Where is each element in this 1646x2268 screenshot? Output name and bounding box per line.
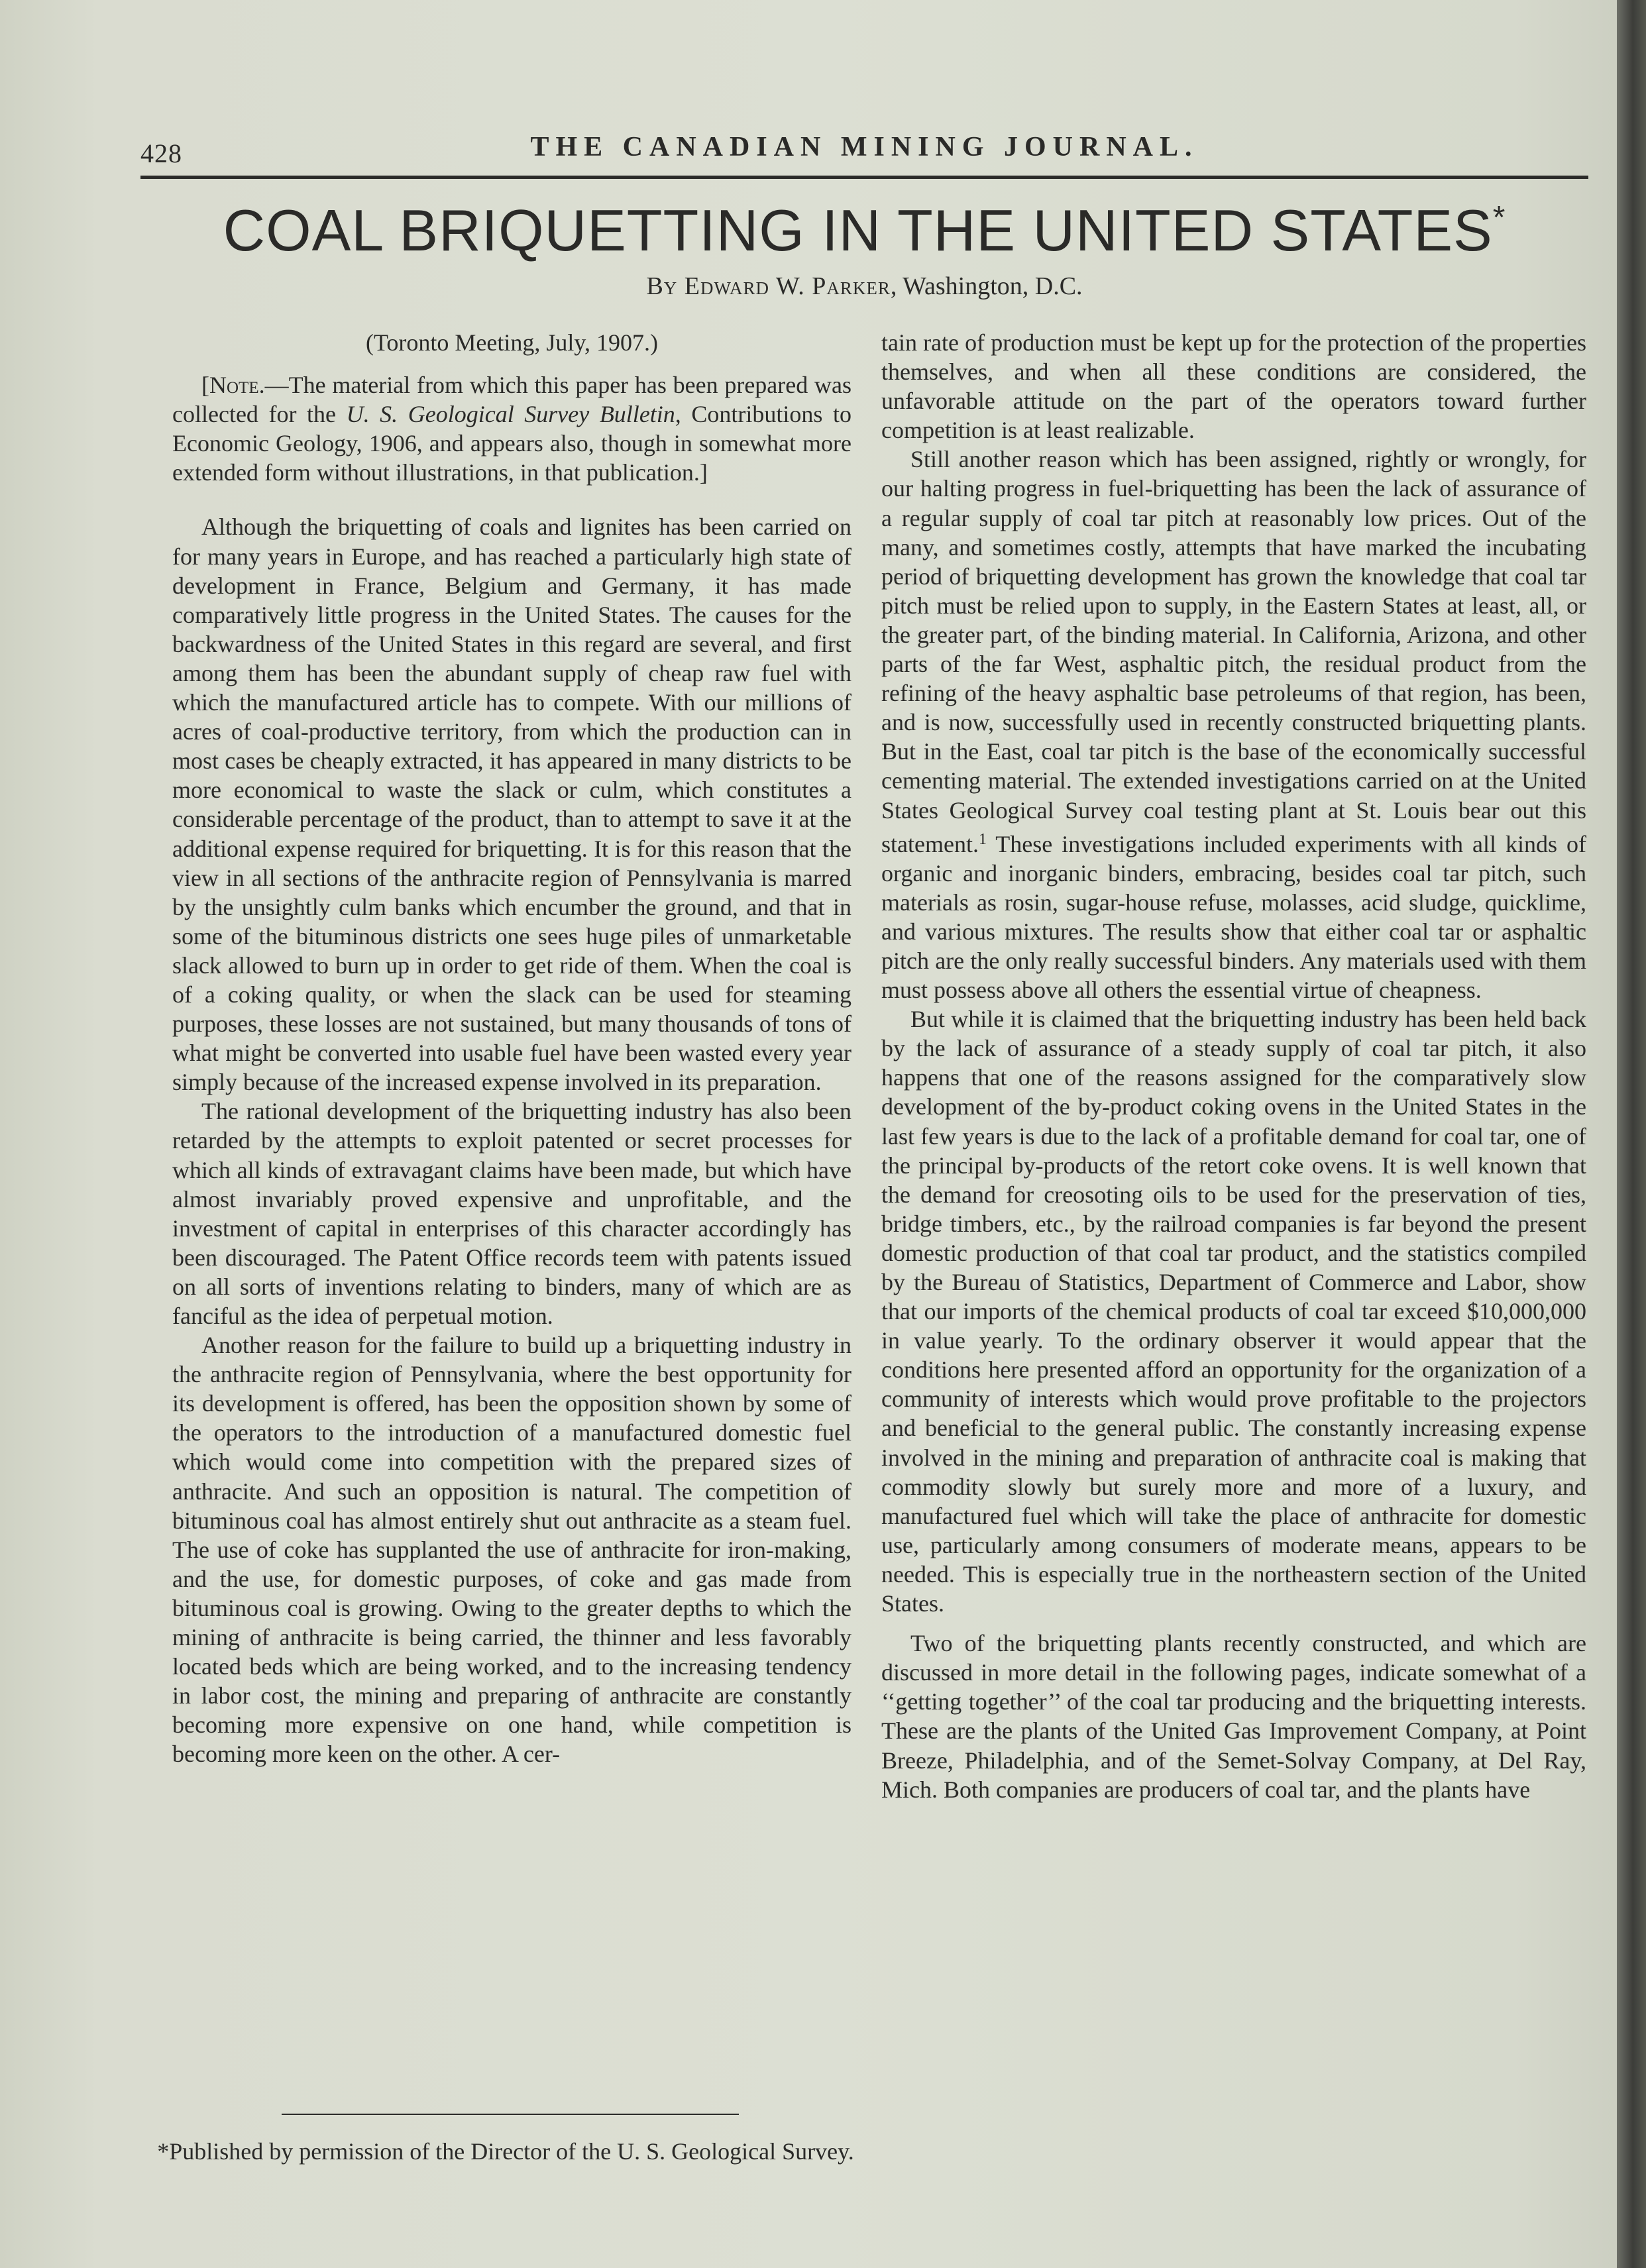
body-paragraph: Two of the briquetting plants recently constructed, and which are discussed in more detail in the following pages, indicate somewhat of a ‘‘getting together’’ of the coal tar producing and the briquetting interests. These are the plants of the United Gas Improvement Company, at Point Breeze, Philadelphia, and of the Semet-Solvay Company, at Del Ray, Mich. Both companies are producers of coal tar, and the plants have xyxy=(881,1630,1586,1803)
author-location: , Washington, D.C. xyxy=(890,272,1083,300)
page-number: 428 xyxy=(140,138,182,168)
note-text-1: .—The material from which this paper has been prepared was collected for the xyxy=(172,372,851,428)
body-paragraph: tain rate of production must be kept up for the protection of the properties themselves, and when all these conditions are considered, the unfavorable attitude on the part of the operators toward further competition is at least realizable. xyxy=(881,329,1586,444)
left-column xyxy=(172,328,851,1769)
footnote-reference: 1 xyxy=(978,830,987,848)
editor-note xyxy=(172,370,851,487)
journal-title: THE CANADIAN MINING JOURNAL. xyxy=(530,132,1199,162)
byline-prefix: By xyxy=(646,272,685,300)
page-header xyxy=(140,131,1588,178)
title-footnote-mark: * xyxy=(1492,200,1506,235)
body-paragraph: Although the briquetting of coals and lignites has been carried on for many years in Europe, and has reached a particularly high state of development in France, Belgium and Germany, it has made comparatively little progress in the United States. The causes for the backwardness of the United States in this regard are several, and first among them has been the abundant supply of cheap raw fuel with which the manufactured article has to compete. With our millions of acres of coal-productive territory, from which the production can in most cases be cheaply extracted, it has appeared in many districts to be more economical to waste the slack or culm, which constitutes a considerable percentage of the product, than to attempt to save it at the additional expense required for briquetting. It is for this reason that the view in all sections of the anthracite region of Pennsylvania is marred by the unsightly culm banks which encumber the ground, and that in some of the bituminous districts one sees huge piles of unmarketable slack allowed to burn up in order to get ride of them. When the coal is of a coking quality, or when the slack can be used for steaming purposes, these losses are not sustained, but many thousands of tons of what might be converted into usable fuel have been wasted every year simply because of the increased expense involved in its preparation. xyxy=(172,513,851,1096)
body-paragraph xyxy=(881,445,1586,1004)
page-binding-edge xyxy=(1617,0,1646,2268)
body-paragraph: But while it is claimed that the briquetting industry has been held back by the lack of assurance of a steady supply of coal tar pitch, it also happens that one of the reasons assigned for the comparatively slow development of the by-product coking ovens in the United States in the last few years is due to the lack of a profitable demand for coal tar, one of the principal by-products of the retort coke ovens. It is well known that the demand for creosoting oils to be used for the preservation of ties, bridge timbers, etc., by the railroad companies is far beyond the present domestic production of that coal tar product, and the statistics compiled by the Bureau of Statistics, Department of Commerce and Labor, show that our imports of the chemical products of coal tar exceed $10,000,000 in value yearly. To the ordinary observer it would appear that the conditions here presented afford an opportunity for the organization of a community of interests which would prove profitable to the projectors and beneficial to the general public. The constantly increasing expense involved in the mining and preparation of anthracite coal is making that commodity slowly but surely more and more of a luxury, and manufactured fuel which will take the place of anthracite for domestic use, particularly among consumers of moderate means, appears to be needed. This is especially true in the northeastern section of the United States. xyxy=(881,1006,1586,1617)
author-name: Edward W. Parker xyxy=(684,272,891,300)
article-title-text: COAL BRIQUETTING IN THE UNITED STATES xyxy=(223,197,1493,263)
footnote: *Published by permission of the Director of the U. S. Geological Survey. xyxy=(157,2138,854,2165)
byline xyxy=(140,272,1588,301)
meeting-line: (Toronto Meeting, July, 1907.) xyxy=(365,329,659,356)
note-bracket: [ xyxy=(201,372,209,399)
body-text: These investigations included experiments with all kinds of organic and inorganic binders, embracing, besides coal tar pitch, such materials as rosin, sugar-house refuse, molasses, acid sludge, quicklime, and various mixtures. The results show that either coal tar or asphaltic pitch are the only really successful binders. Any materials used with them must possess above all others the essential virtue of cheapness. xyxy=(881,830,1586,1004)
body-text: Still another reason which has been assigned, rightly or wrongly, for our halting progress in fuel-briquetting has been the lack of assurance of a regular supply of coal tar pitch at reasonably low prices. Out of the many, and sometimes costly, attempts that have marked the incubating period of briquetting development has grown the knowledge that coal tar pitch must be relied upon to supply, in the Eastern States at least, all, or the greater part, of the binding material. In California, Arizona, and other parts of the far West, asphaltic pitch, the residual product from the refining of the heavy asphaltic base petroleums of that region, has been, and is now, successfully used in recently constructed briquetting plants. But in the East, coal tar pitch is the base of the economically successful cementing material. The extended investigations carried on at the United States Geological Survey coal testing plant at St. Louis bear out this statement. xyxy=(881,446,1586,857)
body-paragraph: The rational development of the briquetting industry has also been retarded by the attempts to exploit patented or secret processes for which all kinds of extravagant claims have been made, but which have almost invariably proved expensive and unprofitable, and the investment of capital in enterprises of this character accordingly has been discouraged. The Patent Office records teem with patents issued on all sorts of inventions relating to binders, many of which are as fanciful as the idea of perpetual motion. xyxy=(172,1098,851,1329)
footnote-rule xyxy=(282,2114,739,2115)
header-rule xyxy=(140,176,1588,179)
body-paragraph: Another reason for the failure to build up a briquetting industry in the anthracite region of Pennsylvania, where the best opportunity for its development is offered, has been the opposition shown by some of the operators to the introduction of a manufactured domestic fuel which would come into competition with the prepared sizes of anthracite. And such an opposition is natural. The competition of bituminous coal has almost entirely shut out anthracite as a steam fuel. The use of coke has supplanted the use of anthracite for iron-making, and the use, for domestic purposes, of coke and gas made from bituminous coal is growing. Owing to the greater depths to which the mining of anthracite is being carried, the thinner and less favorably located beds which are being worked, and to the increasing tendency in labor cost, the mining and preparing of anthracite are constantly becoming more expensive on one hand, while competition is becoming more keen on the other. A cer- xyxy=(172,1332,851,1768)
note-label: Note xyxy=(209,372,259,399)
note-italic: U. S. Geological Survey Bulletin, xyxy=(346,401,681,428)
right-column xyxy=(881,328,1586,1804)
article-title xyxy=(140,199,1588,263)
note-text-2: Contributions to Economic Geology, 1906, and appears also, though in somewhat more extended form without illustrations, in that publication.] xyxy=(172,401,851,486)
